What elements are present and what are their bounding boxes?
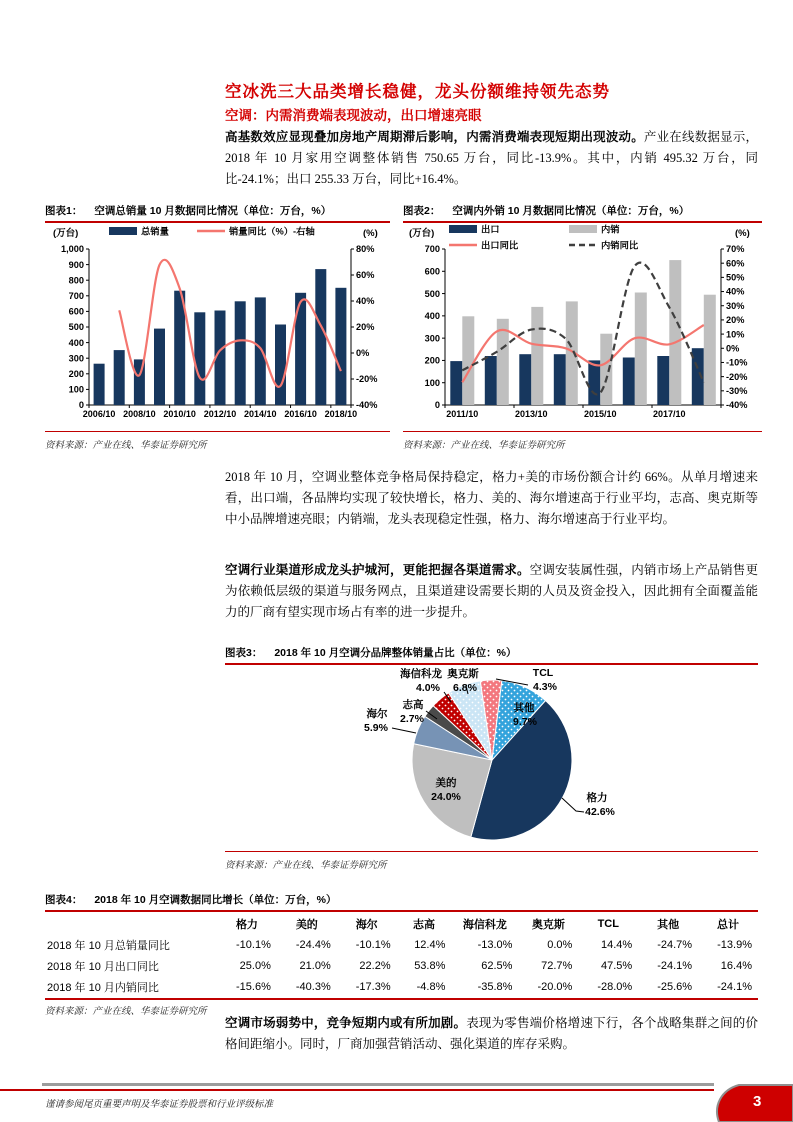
x-axis-tick: 2017/10 [652,409,686,419]
table-cell: -24.7% [657,939,693,951]
table-cell: -24.4% [295,939,331,951]
table-col-header: 其他 [657,919,680,931]
bar-出口 [588,360,600,405]
right-axis-tick: 30% [726,300,745,311]
line-销量同比（%）-右轴 [119,260,341,387]
left-axis-tick: 600 [424,266,440,277]
table-cell: -10.1% [355,939,391,951]
x-axis-tick: 2011/10 [446,409,479,419]
left-axis-tick: 900 [68,259,84,270]
pie-leader-line [392,728,416,733]
table-header-row [45,913,758,935]
left-axis-tick: 200 [68,369,84,379]
section-subtitle: 空调：内需消费端表现波动，出口增速亮眼 [225,108,482,123]
table-col-header: 志高 [413,919,435,931]
footer-red-rule [0,1089,714,1091]
bar-内销 [462,316,474,405]
right-axis-tick: 10% [726,329,745,340]
bar-总销量 [255,297,266,405]
x-axis-tick: 2010/10 [163,409,196,419]
pie-label: TCL [532,667,554,679]
table-col-header: 海尔 [355,919,378,931]
figure-2-source: 资料来源：产业在线、华泰证券研究所 [403,431,762,451]
page-badge-shape [709,1084,793,1122]
table-cell: 47.5% [601,960,633,972]
table-cell: 53.8% [414,960,446,972]
table-row-label: 2018 年 10 月总销量同比 [47,940,170,952]
bar-出口 [657,356,669,405]
table-cell: -13.0% [477,939,513,951]
paragraph-text: 产业在线数据显示，2018 年 10 月家用空调整体销售 750.65 万台，同比-13.9%。其中，内销 495.32 万台，同比-24.1%；出口 255.33 万台，同比+16.4%。 [225,130,758,186]
table-row-label: 2018 年 10 月出口同比 [47,961,159,973]
figure-2-title: 空调内外销 10 月数据同比情况（单位：万台，%） [452,205,690,217]
left-axis-tick: 1,000 [61,244,84,255]
fig3-brand-share-pie [225,665,758,851]
figure-1-title: 空调总销量 10 月数据同比情况（单位：万台，%） [94,205,332,217]
table-row [45,977,758,999]
bar-总销量 [114,350,125,405]
bar-出口 [554,354,566,405]
left-axis-tick: 200 [424,355,440,366]
left-axis-tick: 400 [424,311,440,322]
table-cell: 21.0% [299,960,331,972]
table-cell: -28.0% [597,981,633,993]
pie-label: 格力 [586,792,608,804]
legend-label: 内销同比 [601,240,639,251]
legend-swatch-bar [109,227,137,235]
pie-value: 5.9% [364,722,388,734]
fig2-export-domestic-chart [403,223,762,431]
page-title: 空冰洗三大品类增长稳健，龙头份额维持领先态势 [225,82,610,101]
left-axis-tick: 700 [68,291,84,301]
figure-4-title: 2018 年 10 月空调数据同比增长（单位：万台，%） [94,894,337,906]
paragraph-lead-bold: 空调行业渠道形成龙头护城河，更能把握各渠道需求。 [225,563,530,577]
paragraph-market-weak [225,1013,758,1055]
table-col-header [45,913,217,935]
right-axis-tick: -40% [726,400,748,411]
table-col-header: 海信科龙 [462,919,507,931]
figure-2-label: 图表2： [403,205,441,217]
x-axis-tick: 2014/10 [244,409,277,419]
left-axis-unit: (万台) [409,228,435,239]
table-cell: 72.7% [541,960,573,972]
left-axis-tick: 800 [68,275,84,286]
pie-value: 6.8% [453,682,477,694]
table-cell: -40.3% [295,981,331,993]
table-cell: 12.4% [414,939,446,951]
pie-value: 9.7% [513,716,537,728]
right-axis-tick: 0% [356,348,370,359]
figure-4-panel [45,892,758,1017]
page-number: 3 [753,1093,762,1110]
left-axis-unit: (万台) [53,228,79,239]
x-axis-tick: 2008/10 [123,409,156,419]
right-axis-unit: (%) [735,228,750,239]
pie-value: 2.7% [400,713,424,725]
table-cell: -4.8% [416,981,446,993]
bar-出口 [485,356,497,405]
bar-总销量 [275,325,286,406]
table-col-header: 美的 [295,919,318,931]
paragraph-competition: 2018 年 10 月，空调业整体竞争格局保持稳定，格力+美的市场份额合计约 66%。从单月增速来看，出口端，各品牌均实现了较快增长，格力、美的、海尔增速高于行业平均，志高、奥克斯等中小品牌增速亮眼；内销端，龙头表现稳定性强，格力、海尔增速高于行业平均。 [225,470,758,526]
right-axis-tick: -40% [356,400,378,411]
left-axis-tick: 400 [68,337,84,348]
pie-label: 海尔 [366,708,388,720]
left-axis-tick: 300 [68,353,84,364]
paragraph-text: 空调安装属性强，内销市场上产品销售更为依赖低层级的渠道与服务网点，且渠道建设需要长期的人员及资金投入，因此拥有全面覆盖能力的厂商有望实现市场占有率的进一步提升。 [225,563,758,619]
fig1-total-sales-chart [45,223,390,431]
table-cell: -15.6% [236,981,271,993]
figure-3-panel [225,645,758,871]
left-axis-tick: 100 [424,377,440,388]
legend-swatch-bar [449,225,477,233]
bar-总销量 [335,288,346,405]
table-cell: 14.4% [601,939,633,951]
right-axis-tick: 80% [356,244,375,255]
figure-2-panel [403,203,762,451]
bar-内销 [635,293,647,406]
table-cell: -13.9% [717,939,752,951]
table-cell: -25.6% [657,981,693,993]
x-axis-tick: 2006/10 [82,409,116,419]
bar-总销量 [154,329,165,405]
legend-swatch-bar [569,225,597,233]
table-cell: 16.4% [720,960,752,972]
table-cell: -17.3% [355,981,391,993]
bar-总销量 [235,301,246,405]
bar-出口 [450,361,462,405]
fig4-yoy-table [45,913,758,1000]
left-axis-tick: 0 [78,400,84,411]
x-axis-tick: 2016/10 [284,409,317,419]
bar-出口 [623,358,635,406]
paragraph-text: 表现为零售端价格增速下行，各个战略集群之间的价格间距缩小。同时，厂商加强营销活动、强化渠道的库存采购。 [225,1016,758,1051]
right-axis-tick: 60% [356,270,375,281]
bar-内销 [531,307,543,405]
pie-label: 海信科龙 [400,668,442,680]
table-cell: -10.1% [236,939,271,951]
bar-内销 [600,334,612,405]
bar-出口 [519,354,531,405]
pie-label: 志高 [402,699,424,711]
x-axis-tick: 2013/10 [514,409,548,419]
figure-1-label: 图表1： [45,205,83,217]
figure-4-label: 图表4： [45,894,83,906]
figure-3-title: 2018 年 10 月空调分品牌整体销量占比（单位：%） [274,647,517,659]
figure-2-caption [403,203,762,223]
bar-内销 [669,260,681,405]
x-axis-tick: 2012/10 [203,409,237,419]
table-row [45,956,758,977]
pie-leader-line [562,798,584,812]
pie-value: 24.0% [431,791,461,803]
paragraph-lead-bold: 空调市场弱势中，竞争短期内或有所加剧。 [225,1016,467,1030]
figure-4-caption [45,892,758,912]
paragraph-lead-bold: 高基数效应显现叠加房地产周期滞后影响，内需消费端表现短期出现波动。 [225,130,644,144]
figure-1-panel [45,203,390,451]
footer-gray-rule [42,1083,714,1086]
pie-value: 42.6% [585,806,615,818]
x-axis-tick: 2015/10 [583,409,617,419]
table-cell: -24.1% [717,981,752,993]
table-cell: 22.2% [359,960,391,972]
legend-label: 内销 [601,224,620,235]
x-axis-tick: 2018/10 [324,409,358,419]
left-axis-tick: 300 [424,333,440,344]
table-cell: 0.0% [547,939,573,951]
left-axis-tick: 0 [434,400,440,411]
legend-label: 出口 [481,224,500,235]
page-number-badge [709,1084,793,1122]
bar-总销量 [94,364,105,405]
figure-1-source: 资料来源：产业在线、华泰证券研究所 [45,431,390,451]
left-axis-tick: 600 [68,306,84,317]
table-row [45,935,758,956]
legend-label: 总销量 [141,226,169,237]
bar-总销量 [315,269,326,405]
table-cell: -20.0% [537,981,573,993]
table-col-header: 格力 [235,919,258,931]
right-axis-tick: 70% [726,244,745,255]
figure-3-label: 图表3： [225,647,263,659]
figure-4-source: 资料来源：产业在线、华泰证券研究所 [45,1007,207,1017]
table-cell: 25.0% [239,960,271,972]
pie-label: 奥克斯 [447,668,479,680]
left-axis-tick: 700 [424,244,440,255]
pie-label: 美的 [435,777,457,789]
right-axis-tick: 50% [726,272,745,283]
right-axis-tick: 40% [726,286,745,297]
paragraph-channel [225,560,758,623]
right-axis-tick: 40% [356,296,375,307]
paragraph-overview [225,127,758,190]
figure-3-source: 资料来源：产业在线、华泰证券研究所 [225,851,758,871]
table-col-header: 奥克斯 [531,919,565,931]
right-axis-tick: 60% [726,258,745,269]
table-cell: -35.8% [477,981,513,993]
legend-label: 销量同比（%）-右轴 [229,226,315,237]
table-col-header: TCL [597,918,619,930]
right-axis-tick: 20% [356,322,375,333]
bar-内销 [704,295,716,405]
table-cell: 62.5% [481,960,513,972]
table-row-label: 2018 年 10 月内销同比 [47,982,159,994]
right-axis-tick: -20% [356,374,378,385]
legend-label: 出口同比 [481,240,519,251]
left-axis-tick: 500 [424,288,440,299]
pie-value: 4.0% [416,682,440,694]
right-axis-tick: 0% [726,343,740,354]
figure-3-caption [225,645,758,665]
right-axis-unit: (%) [363,228,378,239]
right-axis-tick: -10% [726,357,748,368]
right-axis-tick: 20% [726,315,745,326]
right-axis-tick: -30% [726,386,748,397]
table-col-header: 总计 [717,919,740,931]
footer-disclaimer: 谨请参阅尾页重要声明及华泰证券股票和行业评级标准 [45,1100,274,1110]
pie-value: 4.3% [533,681,557,693]
pie-label: 其他 [513,702,535,714]
left-axis-tick: 100 [68,384,84,395]
table-cell: -24.1% [657,960,693,972]
left-axis-tick: 500 [68,322,84,333]
bar-总销量 [194,312,205,405]
figure-1-caption [45,203,390,223]
right-axis-tick: -20% [726,371,748,382]
